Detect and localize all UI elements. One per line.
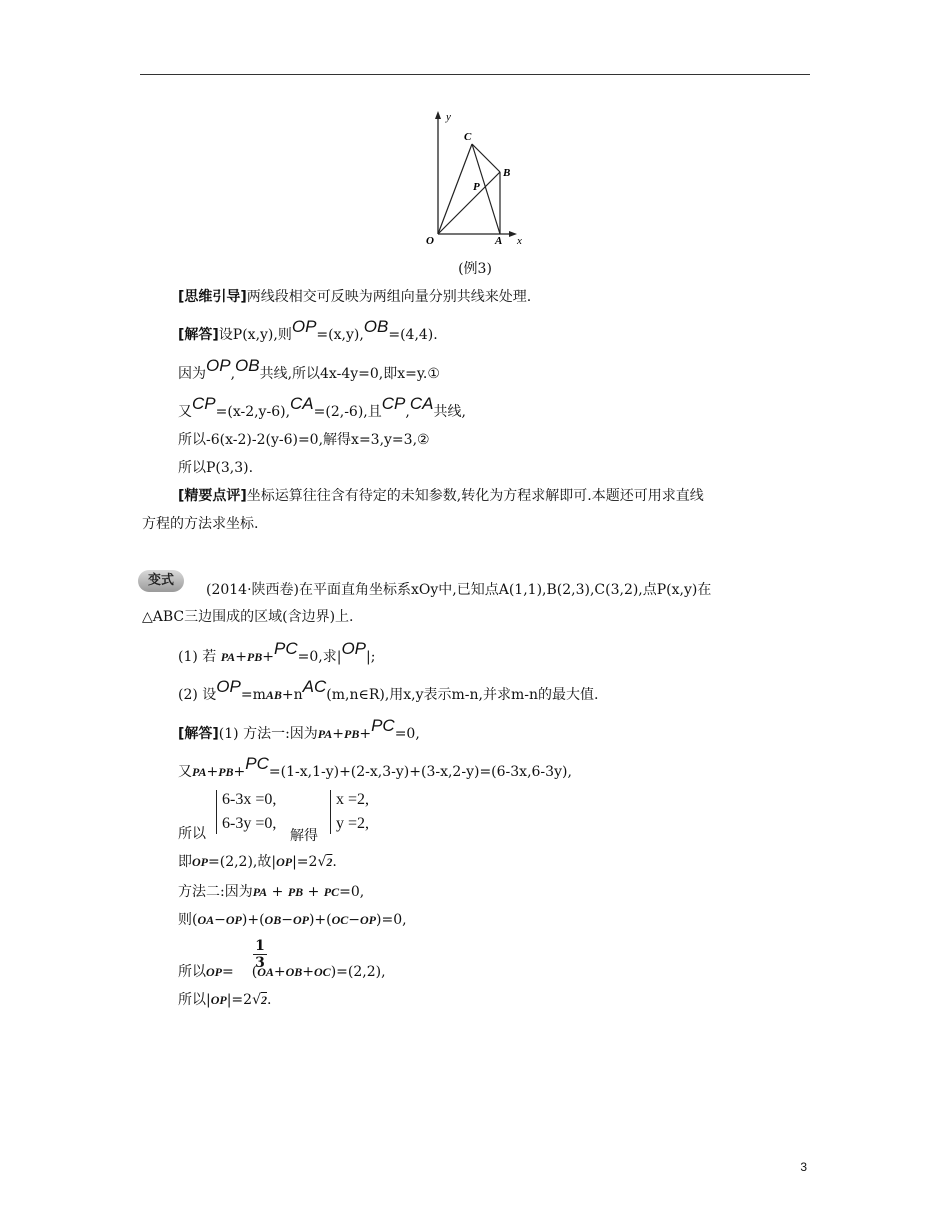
segment-OC [438,144,472,234]
vector-OB: OB [285,965,303,979]
text: . [332,854,337,870]
vector-PB: PB [246,650,263,664]
method-2-line-4 [178,990,271,1010]
vector-OP: OP [276,855,293,869]
vector-OP: OP [225,913,242,927]
text: )+( [308,912,332,928]
text: + [206,764,219,780]
page-number: 3 [800,1160,807,1174]
so-label: 所以 [178,826,206,842]
vector-OP: OP [291,317,317,336]
equation: x =2, [336,791,370,808]
text: 所以| [178,992,211,1008]
text: + [359,726,372,742]
vector-CA: CA [409,394,434,413]
text: + [233,764,246,780]
sqrt-arg: 2 [261,993,267,1007]
label-B: B [503,167,511,179]
y-axis-arrow [435,111,441,119]
equation: y =2, [336,815,370,832]
text: =(1-x,1-y)+(2-x,3-y)+(3-x,2-y)=(6-3x,6-3y), [268,764,572,780]
text: + [271,884,284,900]
text: 又 [178,404,192,420]
text: + [262,649,274,665]
vector-OP: OP [360,913,376,927]
hint-text: 两线段相交可反映为两组向量分别共线来处理. [246,289,532,305]
vector-OP: OP [210,993,227,1007]
text: 共线,所以4x-4y=0,即x=y.① [259,366,440,382]
text: , [405,404,410,420]
text: = [222,964,234,980]
sqrt-symbol: √ [252,992,261,1008]
vector-PA: PA [252,885,268,899]
text: =(x-2,y-6), [215,404,291,420]
denominator: 3 [255,955,265,971]
text: + [332,726,344,742]
text: (1) 若 [178,649,217,665]
text: + [273,964,286,980]
text: |=2 [292,854,318,870]
hint-tag: [思维引导] [178,289,247,305]
question-1 [178,639,376,667]
comment-line-1 [178,486,704,506]
text: (2) 设 [178,687,217,703]
text: 方法二:因为 [178,884,253,900]
brace-2 [330,790,331,834]
text: |; [366,649,376,665]
method-2-line-2 [178,910,407,930]
variant-badge: 变式 [138,570,184,592]
solution-tag: [解答] [178,726,219,742]
vector-PC: PC [371,716,395,735]
solution-line-5: 所以P(3,3). [178,460,254,476]
text: , [230,366,236,382]
comment-line-2: 方程的方法求坐标. [142,516,259,532]
method-2-line-1 [178,882,364,902]
vector-OB: OB [264,913,282,927]
vector-CA: CA [290,394,314,413]
solution-line-3 [178,394,466,422]
hint-line [178,287,531,307]
vector-CP: CP [381,394,406,413]
text: + [235,649,247,665]
text: + [302,964,315,980]
vector-CP: CP [192,394,216,413]
text: )=(2,2), [330,964,386,980]
solution-line-4: 所以-6(x-2)-2(y-6)=0,解得x=3,y=3,② [178,432,430,448]
variant-solution-line-1 [178,716,420,744]
vector-PB: PB [218,765,234,779]
vector-OB: OB [363,317,389,336]
text: =0,求| [297,649,342,665]
header-rule [140,74,810,75]
vector-AC: AC [302,677,327,696]
text: (m,n∈R),用x,y表示m-n,并求m-n的最大值. [326,687,599,703]
variant-intro-2: △ABC三边围成的区域(含边界)上. [142,609,354,625]
vector-OC: OC [331,913,349,927]
text: 又 [178,764,192,780]
text: + [307,884,320,900]
vector-OB: OB [235,356,260,375]
vector-OP: OP [341,639,366,658]
coordinate-figure [418,108,538,250]
vector-PC: PC [323,885,340,899]
text: |=2 [226,992,253,1008]
text: =0, [339,884,365,900]
vector-OA: OA [197,913,215,927]
x-axis-arrow [509,231,517,237]
text: 即 [178,854,192,870]
text: +n [281,687,303,703]
sqrt-symbol: √ [317,854,327,870]
label-x: x [517,235,522,247]
vector-OA: OA [257,965,274,979]
variant-solution-line-4 [178,852,337,872]
text: =(2,2),故| [208,854,277,870]
comment-text-1: 坐标运算往往含有待定的未知参数,转化为方程求解即可.本题还可用求直线 [246,488,704,504]
equation: 6-3x =0, [222,791,277,808]
text: =(x,y), [316,327,364,343]
vector-OP: OP [206,965,222,979]
solution-tag: [解答] [178,327,219,343]
numerator: 1 [253,938,267,955]
vector-PB: PB [287,885,304,899]
vector-PA: PA [192,765,207,779]
text: =(2,-6),且 [313,404,382,420]
text: =(4,4). [388,327,438,343]
label-y: y [446,111,451,123]
solution-line-2 [178,356,440,384]
vector-OC: OC [314,965,331,979]
text: =m [240,687,266,703]
vector-PA: PA [317,727,333,741]
system-1 [222,788,276,836]
text: 则( [178,912,198,928]
text: 所以 [178,964,206,980]
text: − [348,912,360,928]
label-A: A [495,235,503,247]
text: (1) 方法一:因为 [218,726,318,742]
text: − [281,912,293,928]
vector-OP: OP [292,913,309,927]
system-2 [336,788,369,836]
label-C: C [464,131,472,143]
text: )+( [241,912,265,928]
text: − [214,912,226,928]
text: =0, [394,726,420,742]
text: ( [251,964,258,980]
label-P: P [473,181,480,193]
vector-PC: PC [245,754,269,773]
solve-label: 解得 [290,828,318,844]
sqrt-arg: 2 [326,855,333,869]
brace-1 [216,790,217,834]
text: 因为 [178,366,206,382]
text: )=0, [376,912,407,928]
text: 共线, [433,404,466,420]
solution-line-1 [178,317,438,345]
vector-OP: OP [206,356,231,375]
figure-caption: (例3) [458,261,492,277]
variant-solution-line-2 [178,754,572,782]
vector-OP: OP [216,677,241,696]
vector-PC: PC [274,639,298,658]
vector-AB: AB [265,688,282,702]
vector-PA: PA [220,650,236,664]
vector-OP: OP [192,855,208,869]
variant-intro-1: (2014·陕西卷)在平面直角坐标系xOy中,已知点A(1,1),B(2,3),C(3,2),点P(x,y)在 [206,582,712,598]
label-O: O [426,235,434,247]
comment-tag: [精要点评] [178,488,247,504]
text: 设P(x,y),则 [218,327,292,343]
text: . [267,992,272,1008]
vector-PB: PB [343,727,360,741]
method-2-line-3 [178,962,386,982]
question-2 [178,677,599,705]
equation: 6-3y =0, [222,815,277,832]
